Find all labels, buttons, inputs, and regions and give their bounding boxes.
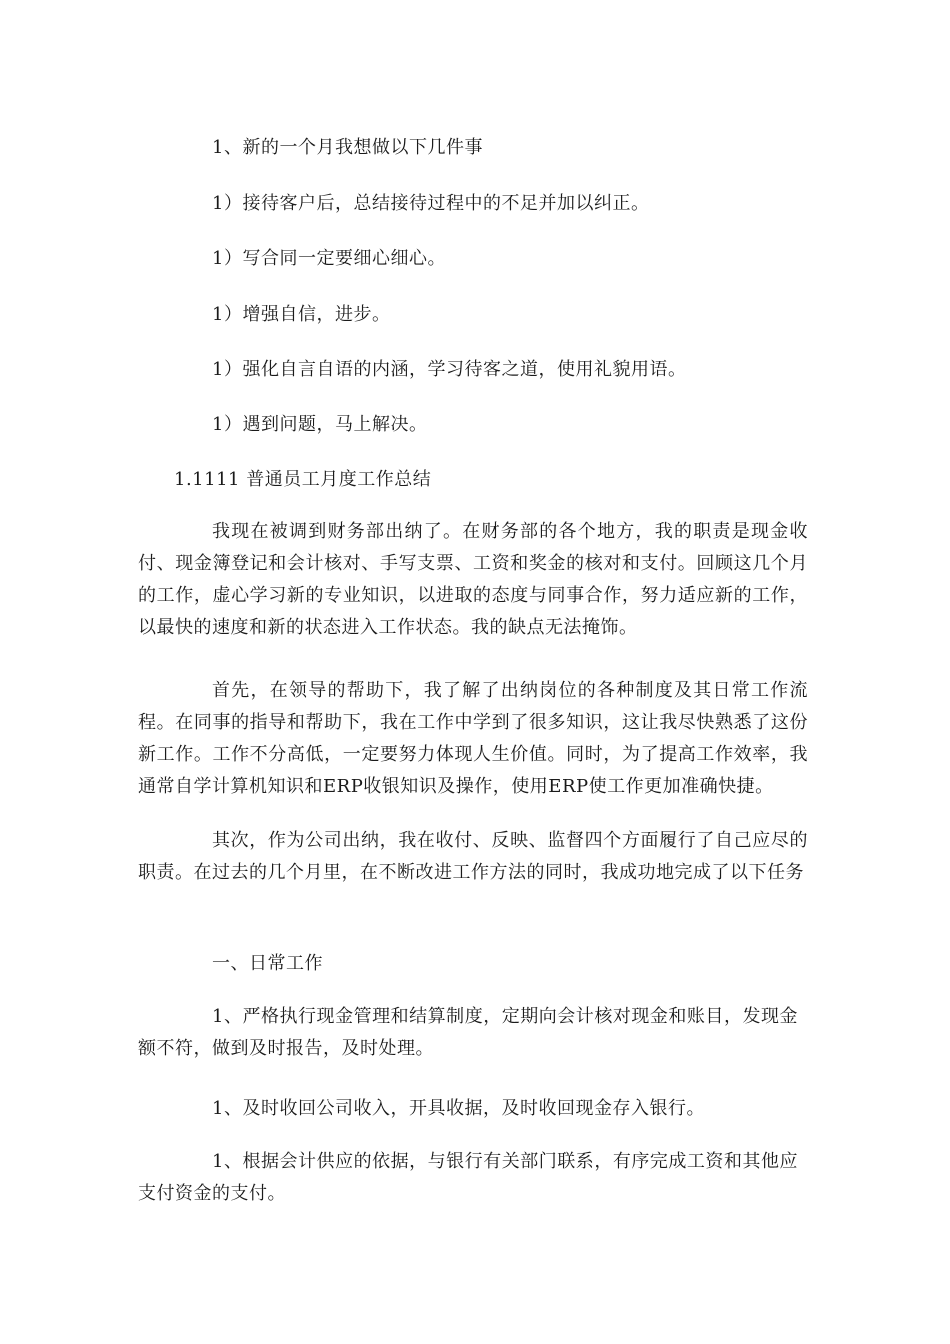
- list-item-plan-4: 1）强化自言自语的内涵，学习待客之道，使用礼貌用语。: [212, 359, 687, 380]
- list-item-plan-5: 1）遇到问题，马上解决。: [212, 414, 428, 435]
- list-item-plan-header: 1、新的一个月我想做以下几件事: [212, 137, 483, 158]
- paragraph-second: 其次，作为公司出纳，我在收付、反映、监督四个方面履行了自己应尽的职责。在过去的几个月里，在不断改进工作方法的同时，我成功地完成了以下任务: [138, 830, 808, 883]
- subheading-daily-work: 一、日常工作: [212, 953, 323, 974]
- task-item-2: 1、及时收回公司收入，开具收据，及时收回现金存入银行。: [212, 1098, 705, 1119]
- list-item-plan-2: 1）写合同一定要细心细心。: [212, 248, 446, 269]
- section-heading: 1.1111 普通员工月度工作总结: [174, 469, 432, 490]
- list-item-plan-1: 1）接待客户后，总结接待过程中的不足并加以纠正。: [212, 193, 650, 214]
- paragraph-first: 首先，在领导的帮助下，我了解了出纳岗位的各种制度及其日常工作流程。在同事的指导和帮助下，我在工作中学到了很多知识，这让我尽快熟悉了这份新工作。工作不分高低，一定要努力体现人生价值。同时，为了提高工作效率，我通常自学计算机知识和ERP收银知识及操作，使用ERP使工作更加准确快捷。: [138, 680, 808, 797]
- task-item-1: 1、严格执行现金管理和结算制度，定期向会计核对现金和账目，发现金额不符，做到及时报告，及时处理。: [138, 1006, 798, 1059]
- task-item-3: 1、根据会计供应的依据，与银行有关部门联系，有序完成工资和其他应支付资金的支付。: [138, 1151, 798, 1204]
- paragraph-intro: 我现在被调到财务部出纳了。在财务部的各个地方，我的职责是现金收付、现金簿登记和会计核对、手写支票、工资和奖金的核对和支付。回顾这几个月的工作，虚心学习新的专业知识，以进取的态度与同事合作，努力适应新的工作，以最快的速度和新的状态进入工作状态。我的缺点无法掩饰。: [138, 521, 808, 638]
- list-item-plan-3: 1）增强自信，进步。: [212, 304, 391, 325]
